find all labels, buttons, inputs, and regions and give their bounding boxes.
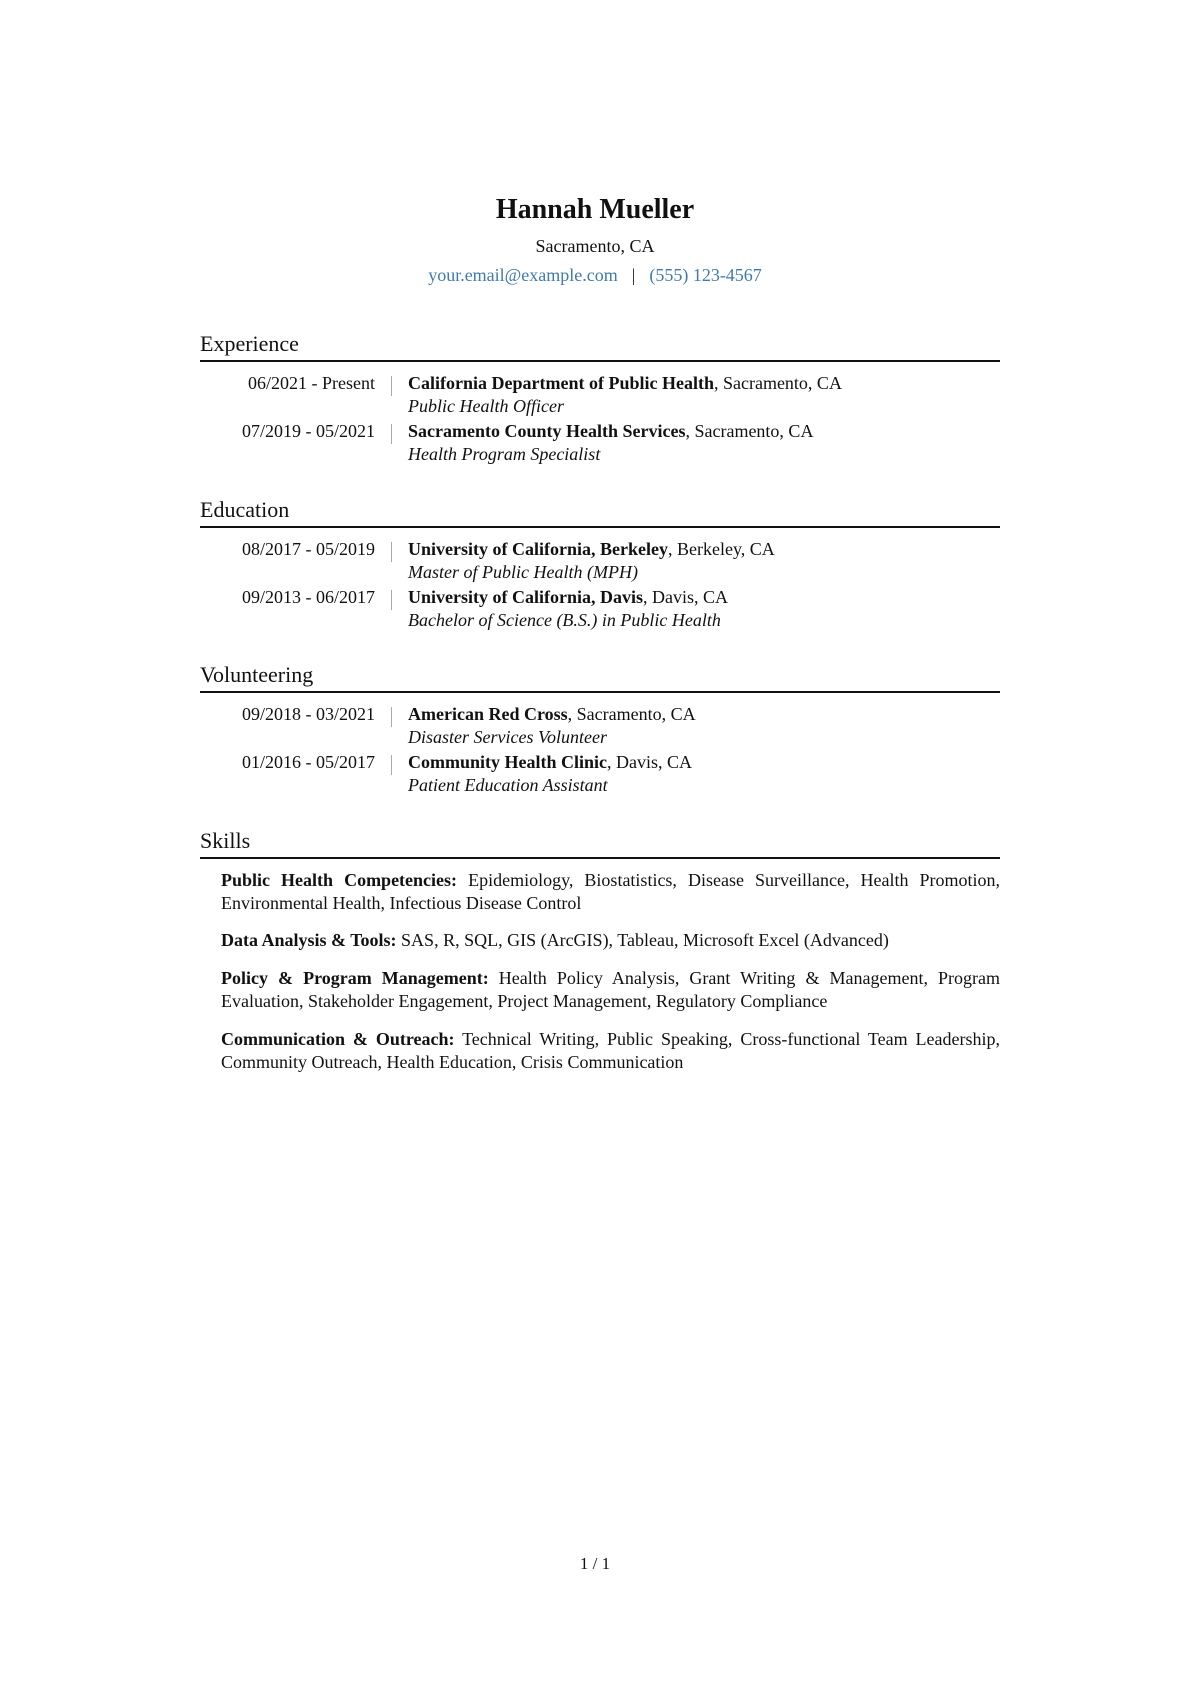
section-title-skills: Skills <box>200 828 251 853</box>
organization-location: , Davis, CA <box>607 752 693 772</box>
entry-role: Public Health Officer <box>408 396 564 416</box>
skill-label: Policy & Program Management: <box>221 968 489 988</box>
organization-name: Sacramento County Health Services <box>408 421 686 441</box>
email-link[interactable]: your.email@example.com <box>428 265 618 285</box>
section-rule <box>200 526 1000 528</box>
skill-list: Technical Writing, Public Speaking, Cross-functional Team Leadership, Community Outreach, Health Education, Crisis Communication <box>221 1029 1001 1072</box>
contact-line <box>0 265 1190 286</box>
entry-role: Patient Education Assistant <box>408 775 608 795</box>
section-rule <box>200 360 1000 362</box>
entry-role: Master of Public Health (MPH) <box>408 562 638 582</box>
section-rule <box>200 857 1000 859</box>
section-title-volunteering: Volunteering <box>200 662 314 687</box>
organization-location: , Berkeley, CA <box>667 539 775 559</box>
skill-list: SAS, R, SQL, GIS (ArcGIS), Tableau, Microsoft Excel (Advanced) <box>396 930 889 950</box>
skill-label: Communication & Outreach: <box>221 1029 455 1049</box>
organization-location: , Davis, CA <box>642 587 728 607</box>
organization-name: Community Health Clinic <box>408 752 608 772</box>
phone-link[interactable]: (555) 123-4567 <box>649 265 762 285</box>
entry-role: Health Program Specialist <box>408 444 601 464</box>
entry-organization <box>408 752 692 773</box>
page-number: 1 / 1 <box>579 1554 611 1573</box>
date-divider <box>391 424 392 444</box>
entry-dates: 07/2019 - 05/2021 <box>242 421 375 441</box>
skill-list: Health Policy Analysis, Grant Writing & Management, Program Evaluation, Stakeholder Engagement, Project Management, Regulatory Compliance <box>221 968 1000 1011</box>
organization-location: , Sacramento, CA <box>685 421 814 441</box>
organization-name: University of California, Davis <box>408 587 643 607</box>
entry-role: Bachelor of Science (B.S.) in Public Health <box>408 610 721 630</box>
entry-dates: 08/2017 - 05/2019 <box>242 539 375 559</box>
date-divider <box>391 590 392 610</box>
entry-organization <box>408 587 728 608</box>
section-title-experience: Experience <box>200 331 299 356</box>
skill-category <box>221 1028 1000 1074</box>
organization-name: California Department of Public Health <box>408 373 714 393</box>
skill-category <box>221 869 1000 915</box>
organization-name: University of California, Berkeley <box>408 539 668 559</box>
date-divider <box>391 542 392 562</box>
entry-dates: 01/2016 - 05/2017 <box>242 752 375 772</box>
skill-label: Public Health Competencies: <box>221 870 458 890</box>
skill-category <box>221 929 1000 952</box>
entry-role: Disaster Services Volunteer <box>408 727 607 747</box>
location: Sacramento, CA <box>535 236 655 256</box>
skill-category <box>221 967 1000 1013</box>
entry-organization <box>408 539 775 560</box>
section-title-education: Education <box>200 497 290 522</box>
separator: | <box>631 265 636 285</box>
organization-location: , Sacramento, CA <box>567 704 696 724</box>
skill-list: Epidemiology, Biostatistics, Disease Surveillance, Health Promotion, Environmental Health, Infectious Disease Control <box>221 870 1000 913</box>
entry-organization <box>408 421 813 442</box>
date-divider <box>391 707 392 727</box>
skill-label: Data Analysis & Tools: <box>221 930 397 950</box>
entry-organization <box>408 704 696 725</box>
entry-dates: 09/2013 - 06/2017 <box>242 587 375 607</box>
organization-location: , Sacramento, CA <box>713 373 842 393</box>
entry-organization <box>408 373 842 394</box>
entry-dates: 09/2018 - 03/2021 <box>242 704 375 724</box>
date-divider <box>391 376 392 396</box>
date-divider <box>391 755 392 775</box>
organization-name: American Red Cross <box>408 704 568 724</box>
section-rule <box>200 691 1000 693</box>
entry-dates: 06/2021 - Present <box>248 373 375 393</box>
candidate-name: Hannah Mueller <box>495 194 695 225</box>
